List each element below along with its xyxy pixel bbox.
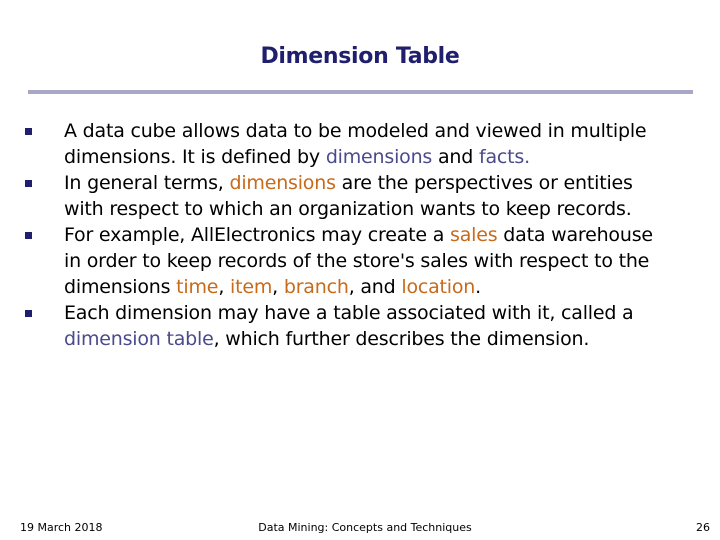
bullet-text: A data cube allows data to be modeled and viewed in multiple dimensions. It is defined by — [64, 120, 647, 168]
highlighted-term: branch — [283, 276, 349, 298]
square-bullet-icon — [25, 180, 32, 187]
slide-title: Dimension Table — [260, 44, 460, 69]
square-bullet-icon — [25, 310, 32, 317]
bullet-text: Each dimension may have a table associated with it, called a — [64, 302, 634, 324]
bullet-item — [0, 300, 674, 352]
bullet-text: , — [272, 276, 284, 298]
highlighted-term: time — [176, 276, 219, 298]
highlighted-term: item — [230, 276, 273, 298]
bullet-list — [0, 118, 720, 352]
bullet-text: In general terms, — [64, 172, 230, 194]
highlighted-term: dimension table — [64, 328, 214, 350]
bullet-text: data warehouse in order to keep records of the store's sales with respect to the dimensions — [64, 224, 653, 298]
bullet-item — [0, 170, 674, 222]
highlighted-term: sales — [450, 224, 498, 246]
bullet-text: , which further describes the dimension. — [213, 328, 590, 350]
bullet-text: and — [432, 146, 479, 168]
highlighted-term: facts. — [478, 146, 530, 168]
highlighted-term: location — [401, 276, 476, 298]
highlighted-term: dimensions — [229, 172, 336, 194]
bullet-item — [0, 118, 674, 170]
square-bullet-icon — [25, 128, 32, 135]
title-divider — [28, 90, 693, 94]
bullet-text: For example, AllElectronics may create a — [64, 224, 451, 246]
bullet-text: , — [218, 276, 230, 298]
footer-page-number: 26 — [696, 521, 710, 534]
square-bullet-icon — [25, 232, 32, 239]
bullet-text: , and — [348, 276, 402, 298]
bullet-text: are the perspectives or entities with respect to which an organization wants to keep records. — [64, 172, 633, 220]
bullet-item — [0, 222, 674, 300]
footer-date: 19 March 2018 — [20, 521, 103, 534]
bullet-text: . — [475, 276, 481, 298]
footer-course-title: Data Mining: Concepts and Techniques — [258, 521, 472, 534]
highlighted-term: dimensions — [325, 146, 433, 168]
